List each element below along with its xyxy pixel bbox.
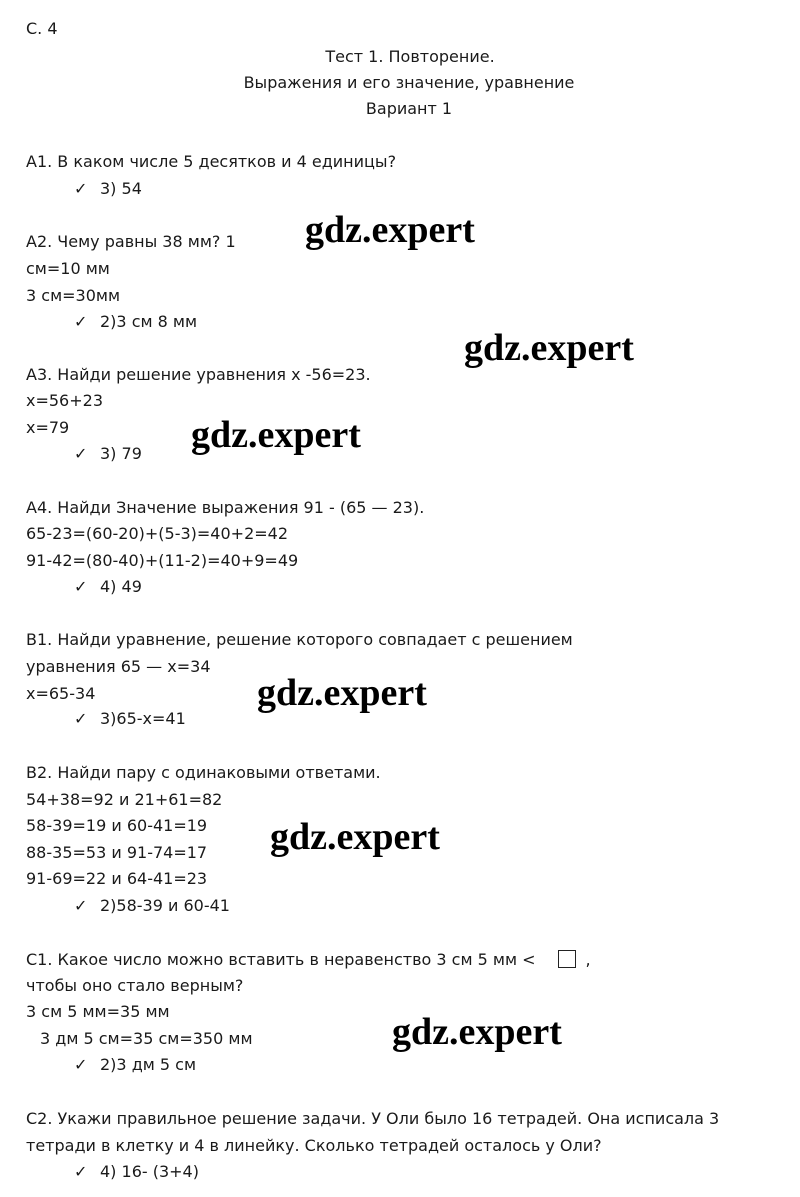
question-c1-line1 — [26, 950, 591, 970]
answer-b2-text: 2)58-39 и 60-41 — [100, 896, 230, 915]
work-b1-1: х=65-34 — [26, 684, 96, 703]
answer-a2-text: 2)3 см 8 мм — [100, 312, 198, 331]
question-c1-comma: , — [585, 950, 591, 969]
question-c1-line2: чтобы оно стало верным? — [26, 976, 244, 995]
work-a4-1: 65-23=(60-20)+(5-3)=40+2=42 — [26, 524, 289, 543]
work-a4-2: 91-42=(80-40)+(11-2)=40+9=49 — [26, 551, 299, 570]
question-a2: А2. Чему равны 38 мм? 1 — [26, 232, 236, 251]
work-a2-2: 3 см=30мм — [26, 286, 121, 305]
watermark-logo: gdz.expert — [191, 414, 361, 456]
work-b2-3: 88-35=53 и 91-74=17 — [26, 843, 208, 862]
work-b2-4: 91-69=22 и 64-41=23 — [26, 869, 208, 888]
variant-label: Вариант 1 — [365, 99, 453, 118]
check-icon: ✓ — [74, 577, 88, 596]
answer-c2 — [74, 1162, 199, 1182]
page-label: С. 4 — [26, 19, 58, 38]
watermark-logo: gdz.expert — [257, 672, 427, 714]
work-a2-1: см=10 мм — [26, 259, 110, 278]
question-b1-line1: В1. Найди уравнение, решение которого совпадает с решением — [26, 630, 573, 649]
answer-c1-text: 2)3 дм 5 см — [100, 1055, 197, 1074]
question-c2-line1: С2. Укажи правильное решение задачи. У Оли было 16 тетрадей. Она исписала 3 — [26, 1109, 720, 1128]
question-b1-line2: уравнения 65 — х=34 — [26, 657, 211, 676]
check-icon: ✓ — [74, 1055, 88, 1074]
answer-a4 — [74, 577, 142, 597]
answer-a4-text: 4) 49 — [100, 577, 142, 596]
answer-b2 — [74, 896, 230, 916]
answer-b1-text: 3)65-х=41 — [100, 709, 186, 728]
answer-c2-text: 4) 16- (3+4) — [100, 1162, 199, 1181]
answer-a2 — [74, 312, 197, 332]
watermark-logo: gdz.expert — [305, 209, 475, 251]
watermark-logo: gdz.expert — [392, 1011, 562, 1053]
question-a1: А1. В каком числе 5 десятков и 4 единицы? — [26, 152, 397, 171]
work-c1-1: 3 см 5 мм=35 мм — [26, 1002, 170, 1021]
work-a3-2: х=79 — [26, 418, 70, 437]
answer-box — [558, 950, 576, 968]
work-b2-1: 54+38=92 и 21+61=82 — [26, 790, 223, 809]
check-icon: ✓ — [74, 444, 88, 463]
question-c2-line2: тетради в клетку и 4 в линейку. Сколько тетрадей осталось у Оли? — [26, 1136, 602, 1155]
check-icon: ✓ — [74, 179, 88, 198]
check-icon: ✓ — [74, 896, 88, 915]
question-a4: А4. Найди Значение выражения 91 - (65 — 23). — [26, 498, 425, 517]
watermark-logo: gdz.expert — [270, 816, 440, 858]
answer-a1-text: 3) 54 — [100, 179, 142, 198]
test-title: Тест 1. Повторение. — [325, 47, 495, 66]
work-c1-2: 3 дм 5 см=35 см=350 мм — [40, 1029, 253, 1048]
answer-c1 — [74, 1055, 196, 1075]
check-icon: ✓ — [74, 312, 88, 331]
answer-b1 — [74, 709, 186, 729]
answer-a3-text: 3) 79 — [100, 444, 142, 463]
question-c1-text: С1. Какое число можно вставить в неравенство 3 см 5 мм < — [26, 950, 536, 969]
answer-a3 — [74, 444, 142, 464]
question-a3: А3. Найди решение уравнения х -56=23. — [26, 365, 371, 384]
work-b2-2: 58-39=19 и 60-41=19 — [26, 816, 208, 835]
check-icon: ✓ — [74, 1162, 88, 1181]
work-a3-1: х=56+23 — [26, 391, 103, 410]
test-subtitle: Выражения и его значение, уравнение — [243, 73, 575, 92]
answer-a1 — [74, 179, 142, 199]
question-b2: В2. Найди пару с одинаковыми ответами. — [26, 763, 381, 782]
check-icon: ✓ — [74, 709, 88, 728]
watermark-logo: gdz.expert — [464, 327, 634, 369]
